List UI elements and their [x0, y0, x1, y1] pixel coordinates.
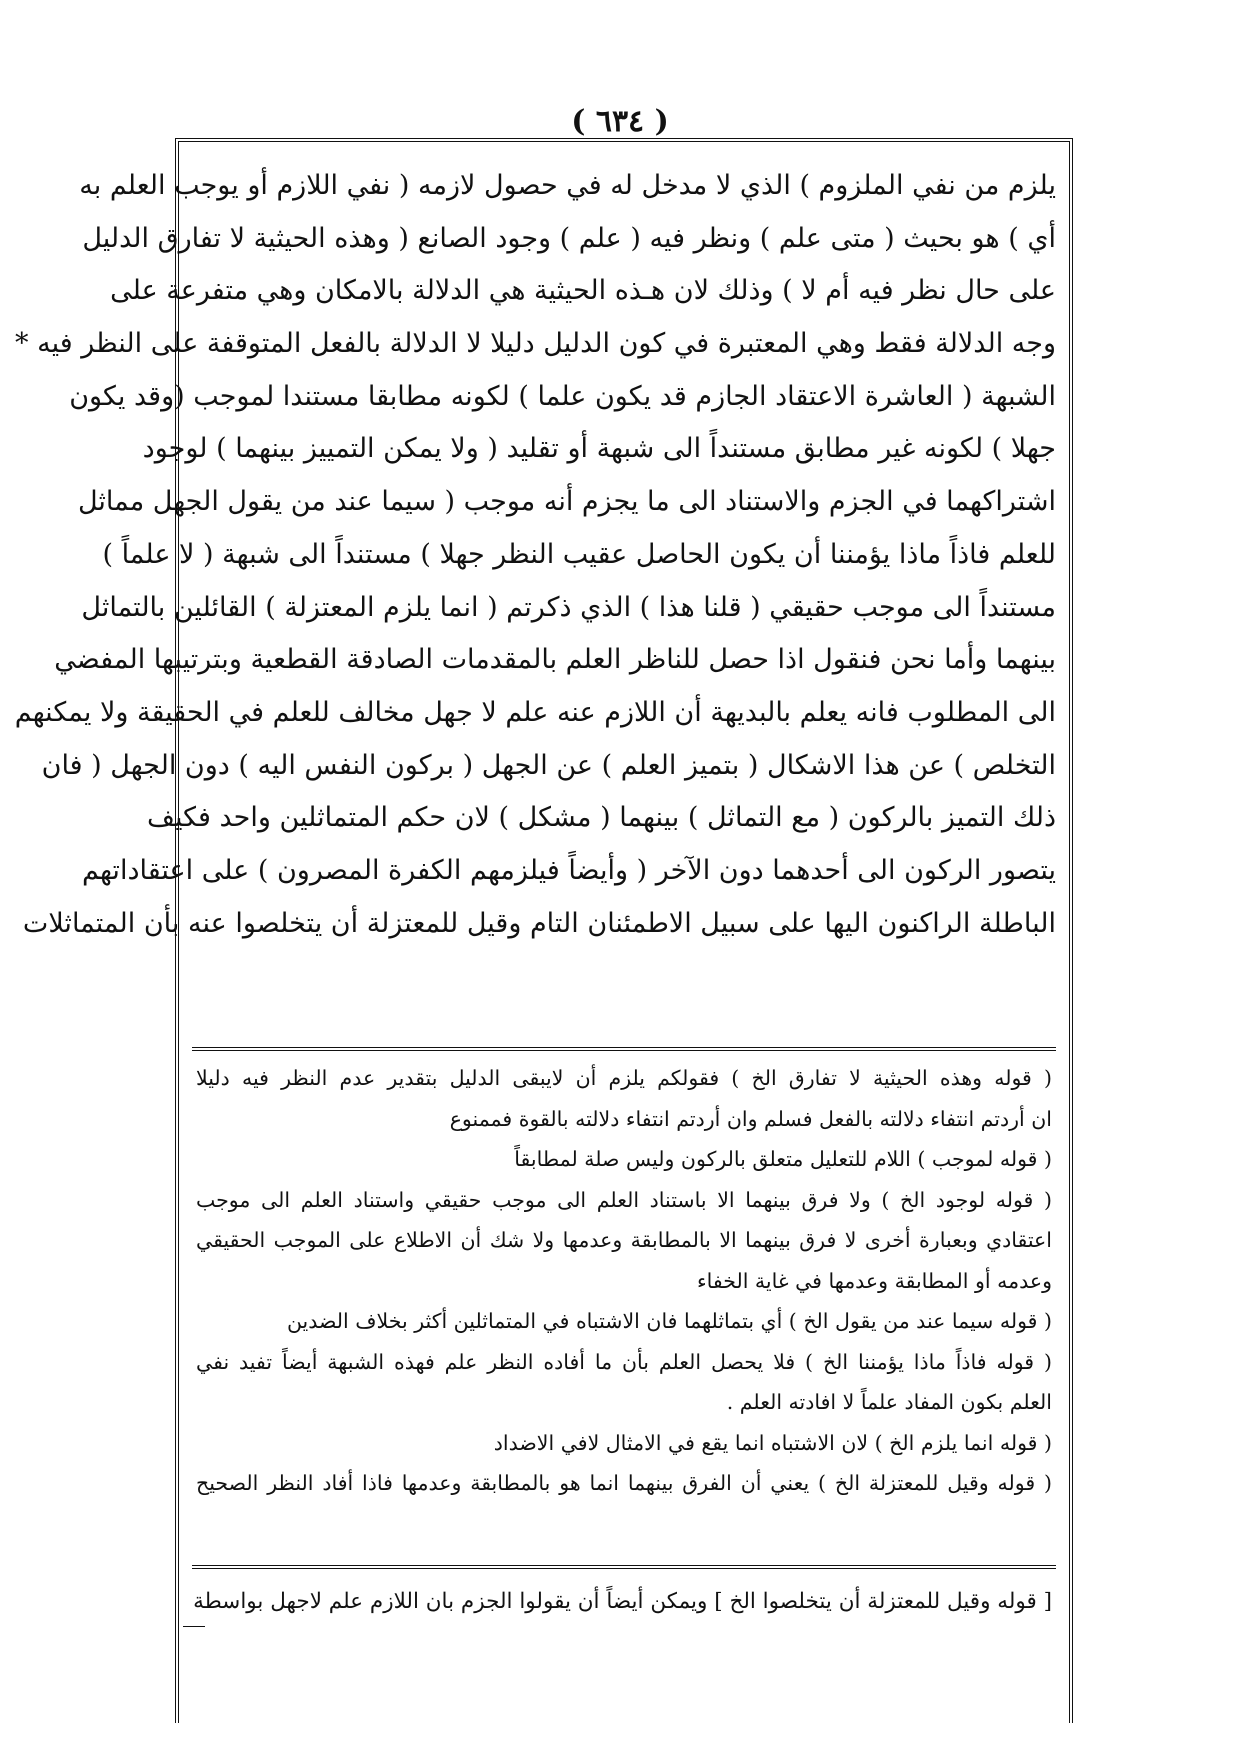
main-text-line: أي ) هو بحيث ( متى علم ) ونظر فيه ( علم ) وجود الصانع ( وهذه الحيثية لا تفارق الدليل [82, 222, 1056, 254]
catchword-mark [183, 1626, 205, 1627]
note-line: العلم بكون المفاد علماً لا افادته العلم . [726, 1390, 1052, 1414]
main-text-line: يلزم من نفي الملزوم ) الذي لا مدخل له في حصول لازمه ( نفي اللازم أو يوجب العلم به [79, 170, 1056, 201]
note-line: ( قوله لموجب ) اللام للتعليل متعلق بالركون وليس صلة لمطابقاً [514, 1147, 1052, 1171]
note-line: ( قوله انما يلزم الخ ) لان الاشتباه انما يقع في الامثال لافي الاضداد [493, 1430, 1052, 1455]
note-line: اعتقادي وبعبارة أخرى لا فرق بينهما الا بالمطابقة وعدمها ولا شك أن الاطلاع على الموجب الحقيقي [196, 1228, 1052, 1252]
note-line: ( قوله فاذاً ماذا يؤمننا الخ ) فلا يحصل العلم بأن ما أفاده النظر علم فهذه الشبهة أيضاً تفيد نفي [196, 1349, 1052, 1374]
note-line: ( قوله وهذه الحيثية لا تفارق الخ ) فقولكم يلزم أن لايبقى الدليل بتقدير عدم النظر فيه دليلا [196, 1066, 1052, 1090]
note-line: ( قوله سيما عند من يقول الخ ) أي بتماثلهما فان الاشتباه في المتماثلين أكثر بخلاف الضدين [286, 1309, 1052, 1333]
main-text-line: الى المطلوب فانه يعلم بالبديهة أن اللازم عنه علم لا جهل مخالف للعلم في الحقيقة ولا يمكنهم [14, 696, 1056, 728]
main-text-line: يتصور الركون الى أحدهما دون الآخر ( وأيضاً فيلزمهم الكفرة المصرون ) على اعتقاداتهم [82, 854, 1056, 886]
note-line: ( قوله وقيل للمعتزلة الخ ) يعني أن الفرق بينهما انما هو بالمطابقة وعدمها فاذا أفاد النظر الصحيح [196, 1471, 1052, 1495]
note-line: وعدمه أو المطابقة وعدمها في غاية الخفاء [696, 1268, 1052, 1293]
main-text-line: الباطلة الراكنون اليها على سبيل الاطمئنان التام وقيل للمعتزلة أن يتخلصوا عنه بأن المتماثلات [22, 907, 1056, 939]
main-text-line: للعلم فاذاً ماذا يؤمننا أن يكون الحاصل عقيب النظر جهلا ) مستنداً الى شبهة ( لا علماً ) [102, 538, 1056, 570]
lower-divider-rule [192, 1565, 1056, 1569]
main-text-line: وجه الدلالة فقط وهي المعتبرة في كون الدليل دليلا لا الدلالة بالفعل المتوقفة على النظر فيه * [15, 328, 1056, 360]
marginal-notes-block [196, 1058, 1052, 1504]
main-text-line: بينهما وأما نحن فنقول اذا حصل للناظر العلم بالمقدمات الصادقة القطعية وبترتيبها المفضي [54, 644, 1056, 676]
main-text-line: جهلا ) لكونه غير مطابق مستنداً الى شبهة أو تقليد ( ولا يمكن التمييز بينهما ) لوجود [142, 433, 1056, 465]
footer-note: [ قوله وقيل للمعتزلة أن يتخلصوا الخ ] ويمكن أيضاً أن يقولوا الجزم بان اللازم علم لاجهل بواسطة [193, 1589, 1052, 1614]
main-text-line: مستنداً الى موجب حقيقي ( قلنا هذا ) الذي ذكرتم ( انما يلزم المعتزلة ) القائلين بالتماثل [81, 591, 1056, 623]
upper-divider-rule [192, 1047, 1056, 1051]
main-text-line: التخلص ) عن هذا الاشكال ( بتميز العلم ) عن الجهل ( بركون النفس اليه ) دون الجهل ( فان [41, 749, 1056, 781]
page-number: ( ٦٣٤ ) [571, 104, 669, 139]
main-text-line: ذلك التميز بالركون ( مع التماثل ) بينهما ( مشكل ) لان حكم المتماثلين واحد فكيف [147, 802, 1056, 834]
main-text-block [14, 160, 1056, 950]
note-line: ان أردتم انتفاء دلالته بالفعل فسلم وان أردتم انتفاء دلالته بالقوة فممنوع [449, 1106, 1052, 1131]
main-text-line: على حال نظر فيه أم لا ) وذلك لان هـذه الحيثية هي الدلالة بالامكان وهي متفرعة على [110, 275, 1056, 307]
main-text-line: الشبهة ( العاشرة الاعتقاد الجازم قد يكون علما ) لكونه مطابقا مستندا لموجب (وقد يكون [69, 380, 1056, 412]
main-text-line: اشتراكهما في الجزم والاستناد الى ما يجزم أنه موجب ( سيما عند من يقول الجهل مماثل [77, 486, 1056, 518]
note-line: ( قوله لوجود الخ ) ولا فرق بينهما الا باستناد العلم الى موجب حقيقي واستناد العلم الى موجب [196, 1187, 1052, 1212]
